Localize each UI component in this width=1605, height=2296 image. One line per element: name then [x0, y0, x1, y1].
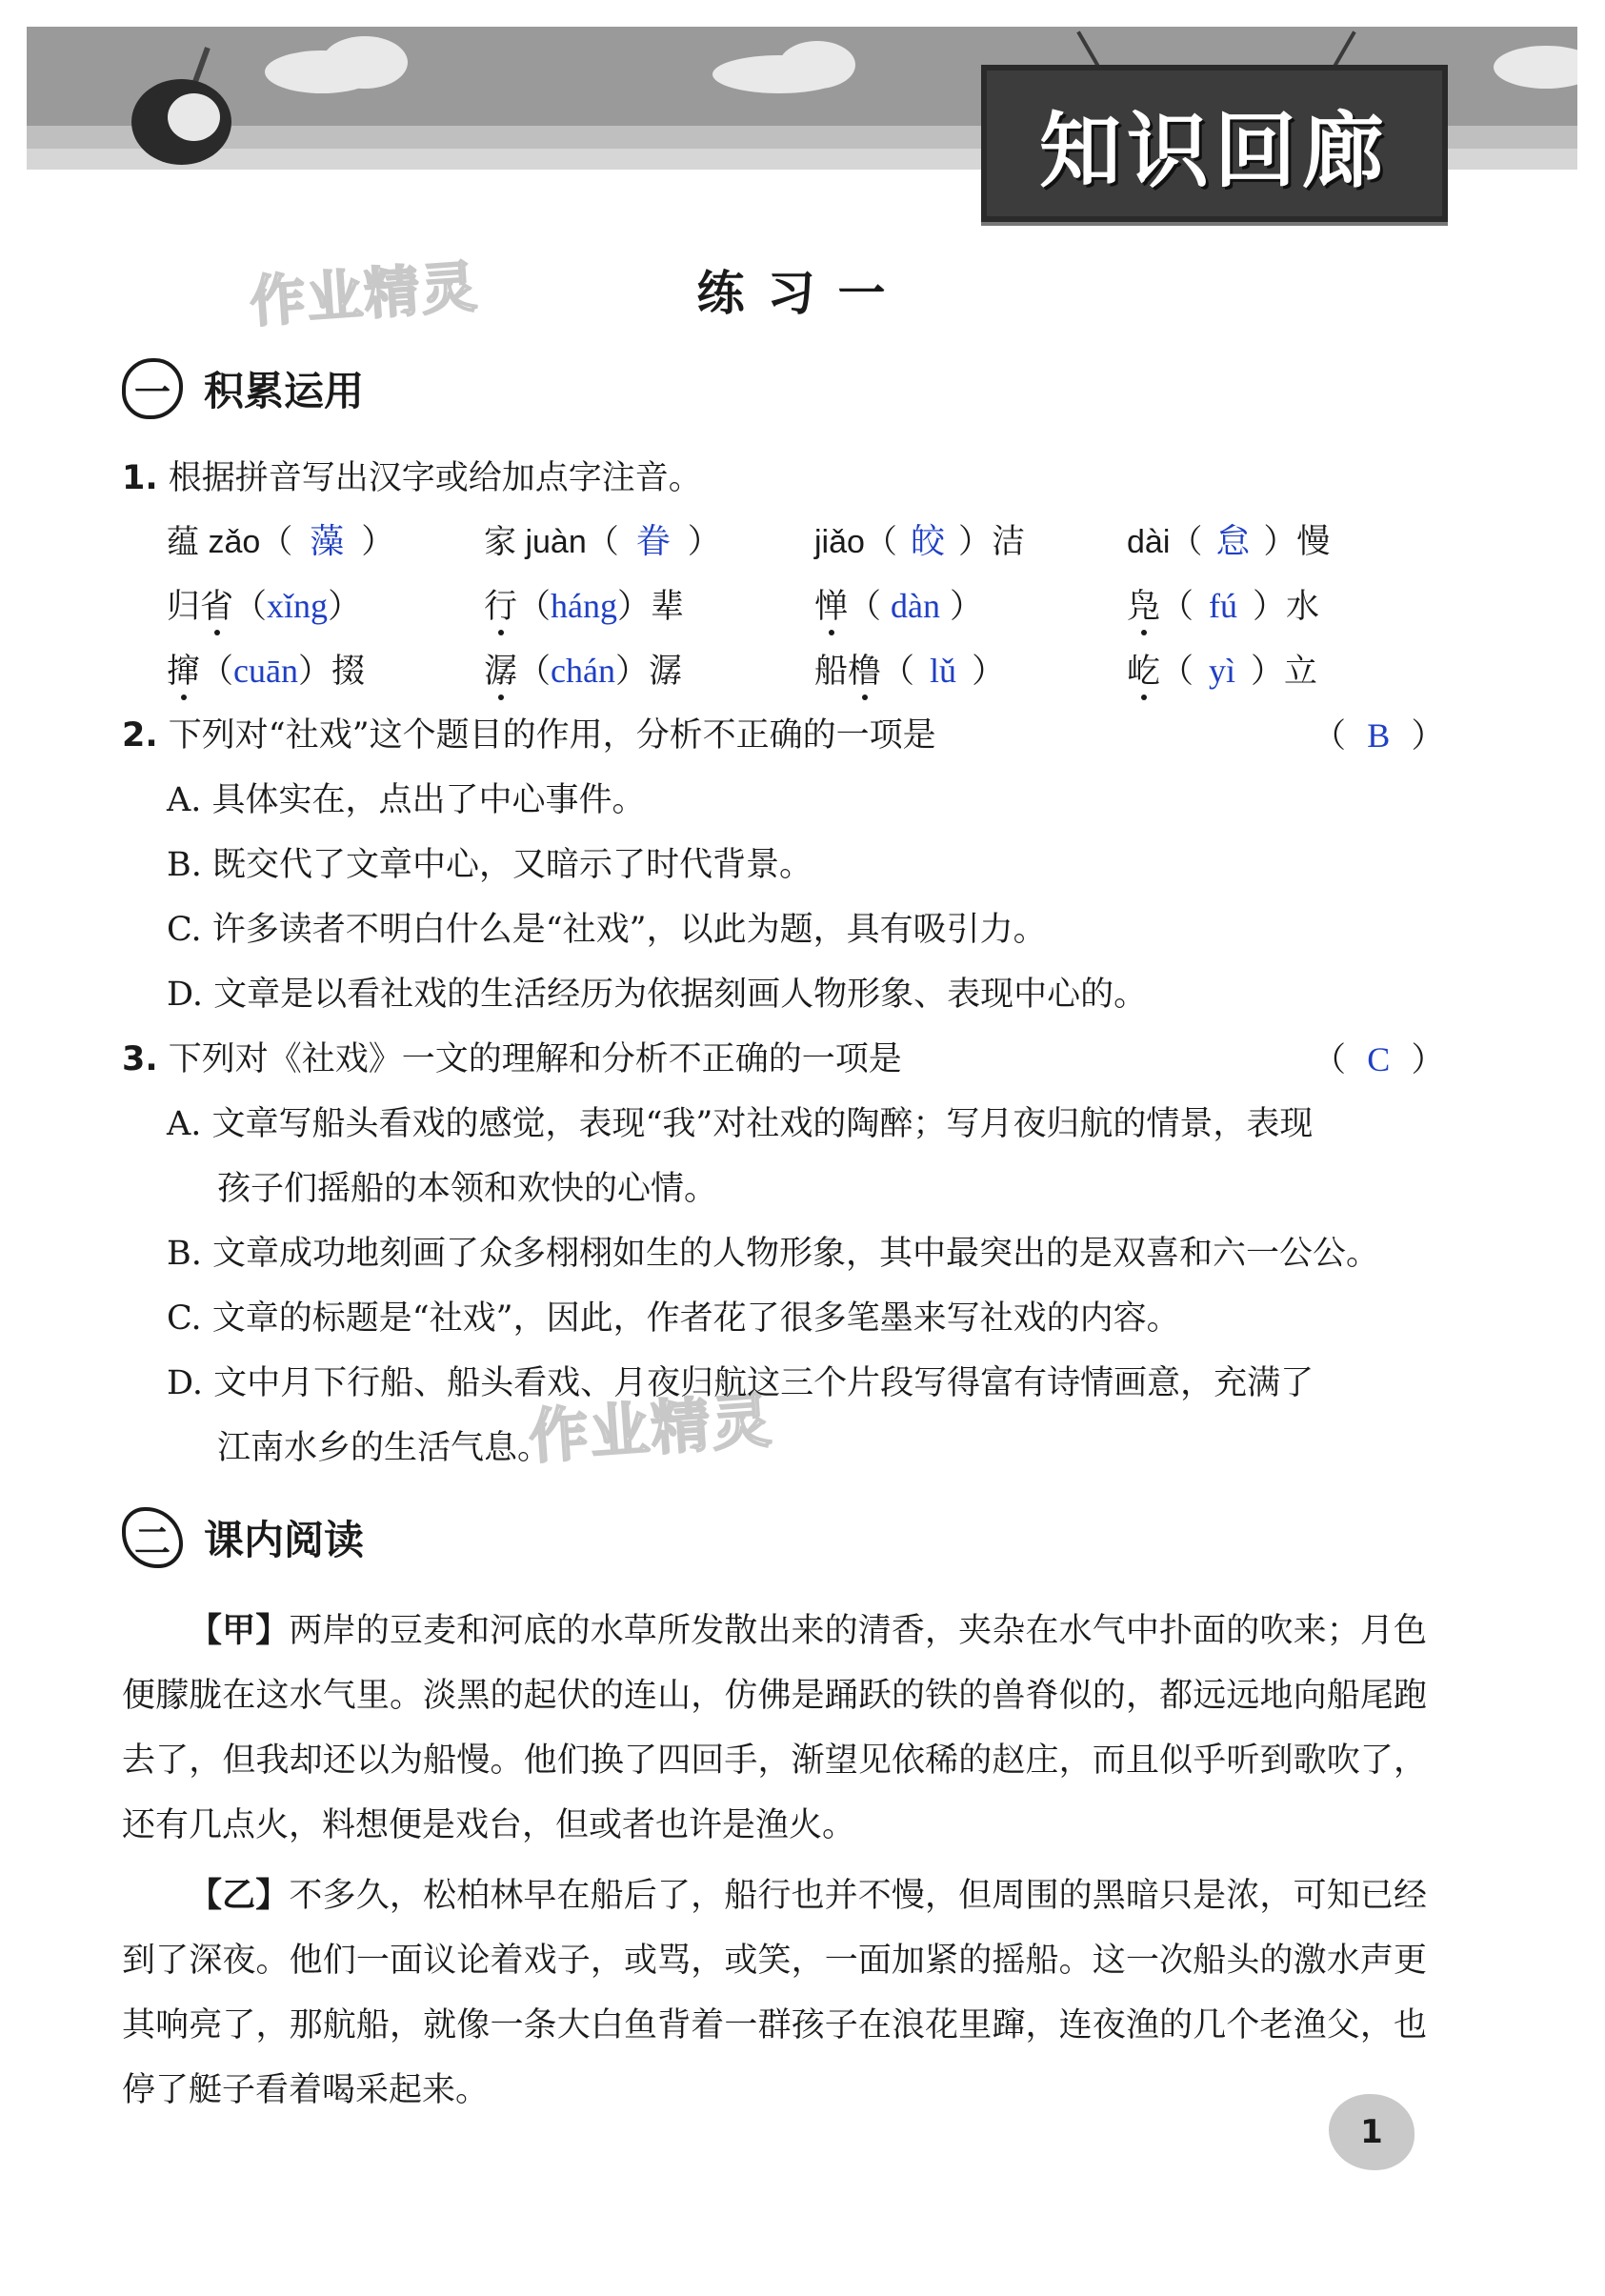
option: C. 许多读者不明白什么是“社戏”，以此为题，具有吸引力。: [167, 911, 1047, 949]
watermark: 作业精灵: [248, 253, 481, 335]
answer-bracket: （ B ）: [1313, 716, 1445, 755]
q1-item: 惮（ dàn ）: [814, 583, 983, 630]
q1-item: 船橹（ lǔ ）: [814, 648, 1005, 695]
section-heading: [122, 1507, 364, 1568]
cloud-decoration: [322, 36, 408, 89]
exercise-title: 练习一: [696, 266, 909, 321]
option: B. 既交代了文章中心，又暗示了时代背景。: [167, 846, 813, 884]
q1-item: 撺（cuān）掇: [167, 648, 365, 695]
passage-yi: 【乙】不多久，松柏林早在船后了，船行也并不慢，但周围的黑暗只是浓，可知已经到了深夜。他们一面议论着戏子，或骂，或笑，一面加紧的摇船。这一次船头的激水声更其响亮了，那航船，就像一条大白鱼背着一群孩子在浪花里蹿，连夜渔的几个老渔父，也停了艇子看着喝采起来。: [122, 1876, 1427, 2109]
q1-item: 屹（ yì ）立: [1127, 648, 1317, 695]
option-continued: 孩子们摇船的本领和欢快的心情。: [217, 1170, 718, 1208]
section-title: 课内阅读: [204, 1517, 365, 1563]
sign-title: 知识回廊: [1039, 103, 1390, 199]
question-3-stem: 3. 下列对《社戏》一文的理解和分析不正确的一项是: [122, 1040, 902, 1078]
option: B. 文章成功地刻画了众多栩栩如生的人物形象，其中最突出的是双喜和六一公公。: [167, 1235, 1379, 1273]
section-badge: 二: [122, 1507, 183, 1568]
cloud-decoration: [779, 41, 855, 89]
option: D. 文章是以看社戏的生活经历为依据刻画人物形象、表现中心的。: [167, 976, 1148, 1014]
q1-item: 潺（chán）潺: [484, 648, 682, 695]
q1-item: 行（háng）辈: [484, 583, 684, 630]
page-number: 1: [1329, 2094, 1414, 2170]
cloud-decoration: [1494, 46, 1577, 89]
option: A. 具体实在，点出了中心事件。: [167, 781, 646, 819]
option: D. 文中月下行船、船头看戏、月夜归航这三个片段写得富有诗情画意，充满了: [167, 1364, 1314, 1402]
option-continued: 江南水乡的生活气息。: [217, 1429, 552, 1467]
option: C. 文章的标题是“社戏”，因此，作者花了很多笔墨来写社戏的内容。: [167, 1299, 1180, 1338]
q1-item: dài（ 怠 ）慢: [1127, 522, 1331, 561]
question-1-stem: 1. 根据拼音写出汉字或给加点字注音。: [122, 459, 702, 497]
section-title: 积累运用: [204, 368, 365, 414]
section-badge: 一: [122, 358, 183, 419]
answer-bracket: （ C ）: [1313, 1040, 1445, 1079]
coconut-inner-decoration: [168, 93, 220, 141]
q1-item: 家 juàn（ 眷 ）: [484, 522, 721, 561]
section-heading: [122, 358, 364, 419]
q1-item: 归省（xǐng）: [167, 583, 361, 630]
option: A. 文章写船头看戏的感觉，表现“我”对社戏的陶醉；写月夜归航的情景，表现: [167, 1105, 1314, 1143]
q1-item: 蕴 zǎo（ 藻 ）: [167, 522, 395, 561]
q1-item: jiǎo（ 皎 ）洁: [814, 522, 1025, 561]
section-sign: [981, 65, 1448, 222]
passage-jia: 【甲】两岸的豆麦和河底的水草所发散出来的清香，夹杂在水气中扑面的吹来；月色便朦胧在这水气里。淡黑的起伏的连山，仿佛是踊跃的铁的兽脊似的，都远远地向船尾跑去了，但我却还以为船慢。他们换了四回手，渐望见依稀的赵庄，而且似乎听到歌吹了，还有几点火，料想便是戏台，但或者也许是渔火。: [122, 1611, 1427, 1844]
q1-item: 凫（ fú ）水: [1127, 583, 1319, 630]
watermark: 作业精灵: [527, 1385, 775, 1472]
question-2-stem: 2. 下列对“社戏”这个题目的作用，分析不正确的一项是: [122, 716, 936, 755]
